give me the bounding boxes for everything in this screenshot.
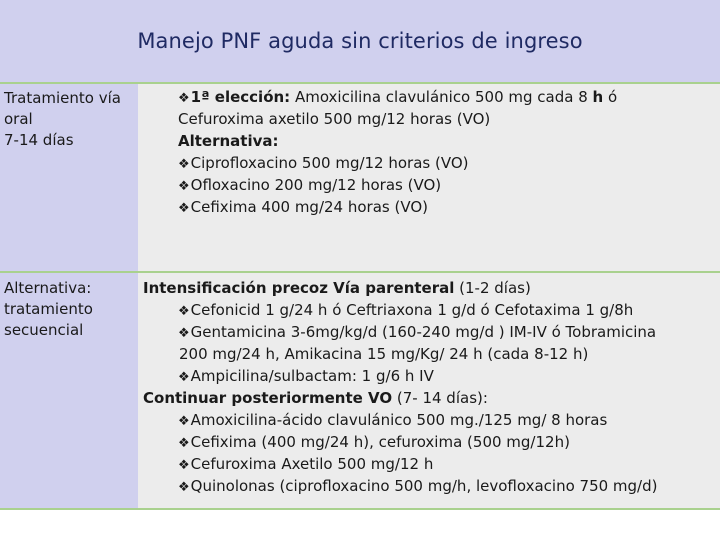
list-item-text: Gentamicina 3-6mg/kg/d (160-240 mg/d ) IM-IV ó Tobramicina (190, 323, 657, 341)
cefuroxima-line: Cefuroxima axetilo 500 mg/12 horas (VO) (178, 110, 491, 128)
list-item-text: Quinolonas (ciprofloxacino 500 mg/h, levofloxacino 750 mg/d) (190, 477, 658, 495)
diamond-bullet-icon: ❖ (178, 414, 190, 429)
diamond-bullet-icon: ❖ (178, 157, 190, 172)
list-item-text: Ciprofloxacino 500 mg/12 horas (VO) (190, 154, 469, 172)
table-row-sequential (0, 273, 720, 510)
heading-bold: Continuar posteriormente VO (143, 389, 393, 407)
list-item (178, 431, 570, 455)
list-item (178, 152, 469, 176)
list-item-text: Ampicilina/sulbactam: 1 g/6 h IV (190, 367, 434, 385)
label-line: secuencial (4, 321, 84, 339)
row-label-cell (0, 84, 138, 271)
list-item (178, 196, 428, 220)
label-line: Tratamiento vía (4, 89, 121, 107)
row-label (4, 88, 121, 151)
list-item (178, 174, 441, 198)
first-choice-label: 1ª elección: (190, 88, 291, 106)
oral-heading (143, 387, 488, 409)
label-line: oral (4, 110, 33, 128)
row-content-cell (138, 273, 720, 508)
heading-rest: (1-2 días) (454, 279, 531, 297)
diamond-bullet-icon: ❖ (178, 326, 190, 341)
heading-rest: (7- 14 días): (392, 389, 488, 407)
diamond-bullet-icon: ❖ (178, 480, 190, 495)
first-choice-unit: h (592, 88, 604, 106)
alternativa-label: Alternativa: (178, 132, 279, 150)
list-item-text: Amoxicilina-ácido clavulánico 500 mg./125 mg/ 8 horas (190, 411, 608, 429)
list-item-text: Cefuroxima Axetilo 500 mg/12 h (190, 455, 434, 473)
table-row-oral (0, 84, 720, 273)
list-item (178, 475, 658, 499)
list-item-text: Cefixima (400 mg/24 h), cefuroxima (500 mg/12h) (190, 433, 570, 451)
list-item (178, 409, 607, 433)
diamond-bullet-icon: ❖ (178, 179, 190, 194)
list-item-text: Cefonicid 1 g/24 h ó Ceftriaxona 1 g/d ó Cefotaxima 1 g/8h (190, 301, 634, 319)
label-line: tratamiento (4, 300, 93, 318)
list-item (178, 321, 656, 345)
row-label-cell (0, 273, 138, 508)
diamond-bullet-icon: ❖ (178, 458, 190, 473)
page-title: Manejo PNF aguda sin criterios de ingreso (137, 29, 583, 53)
label-line: 7-14 días (4, 131, 74, 149)
diamond-bullet-icon: ❖ (178, 304, 190, 319)
list-item (178, 453, 433, 477)
list-item (178, 299, 633, 323)
parenteral-heading (143, 277, 531, 299)
first-choice-line (178, 86, 617, 110)
list-item-text: Ofloxacino 200 mg/12 horas (VO) (190, 176, 442, 194)
title-band (0, 0, 720, 84)
first-choice-tail: ó (603, 88, 618, 106)
diamond-bullet-icon: ❖ (178, 91, 190, 106)
label-line: Alternativa: (4, 279, 92, 297)
row-content-cell (138, 84, 720, 271)
diamond-bullet-icon: ❖ (178, 436, 190, 451)
diamond-bullet-icon: ❖ (178, 370, 190, 385)
first-choice-text: Amoxicilina clavulánico 500 mg cada 8 (290, 88, 593, 106)
heading-bold: Intensificación precoz Vía parenteral (143, 279, 455, 297)
list-item-text: Cefixima 400 mg/24 horas (VO) (190, 198, 428, 216)
diamond-bullet-icon: ❖ (178, 201, 190, 216)
list-item (178, 365, 434, 389)
list-item-continuation: 200 mg/24 h, Amikacina 15 mg/Kg/ 24 h (cada 8-12 h) (179, 345, 589, 363)
row-label (4, 278, 93, 341)
